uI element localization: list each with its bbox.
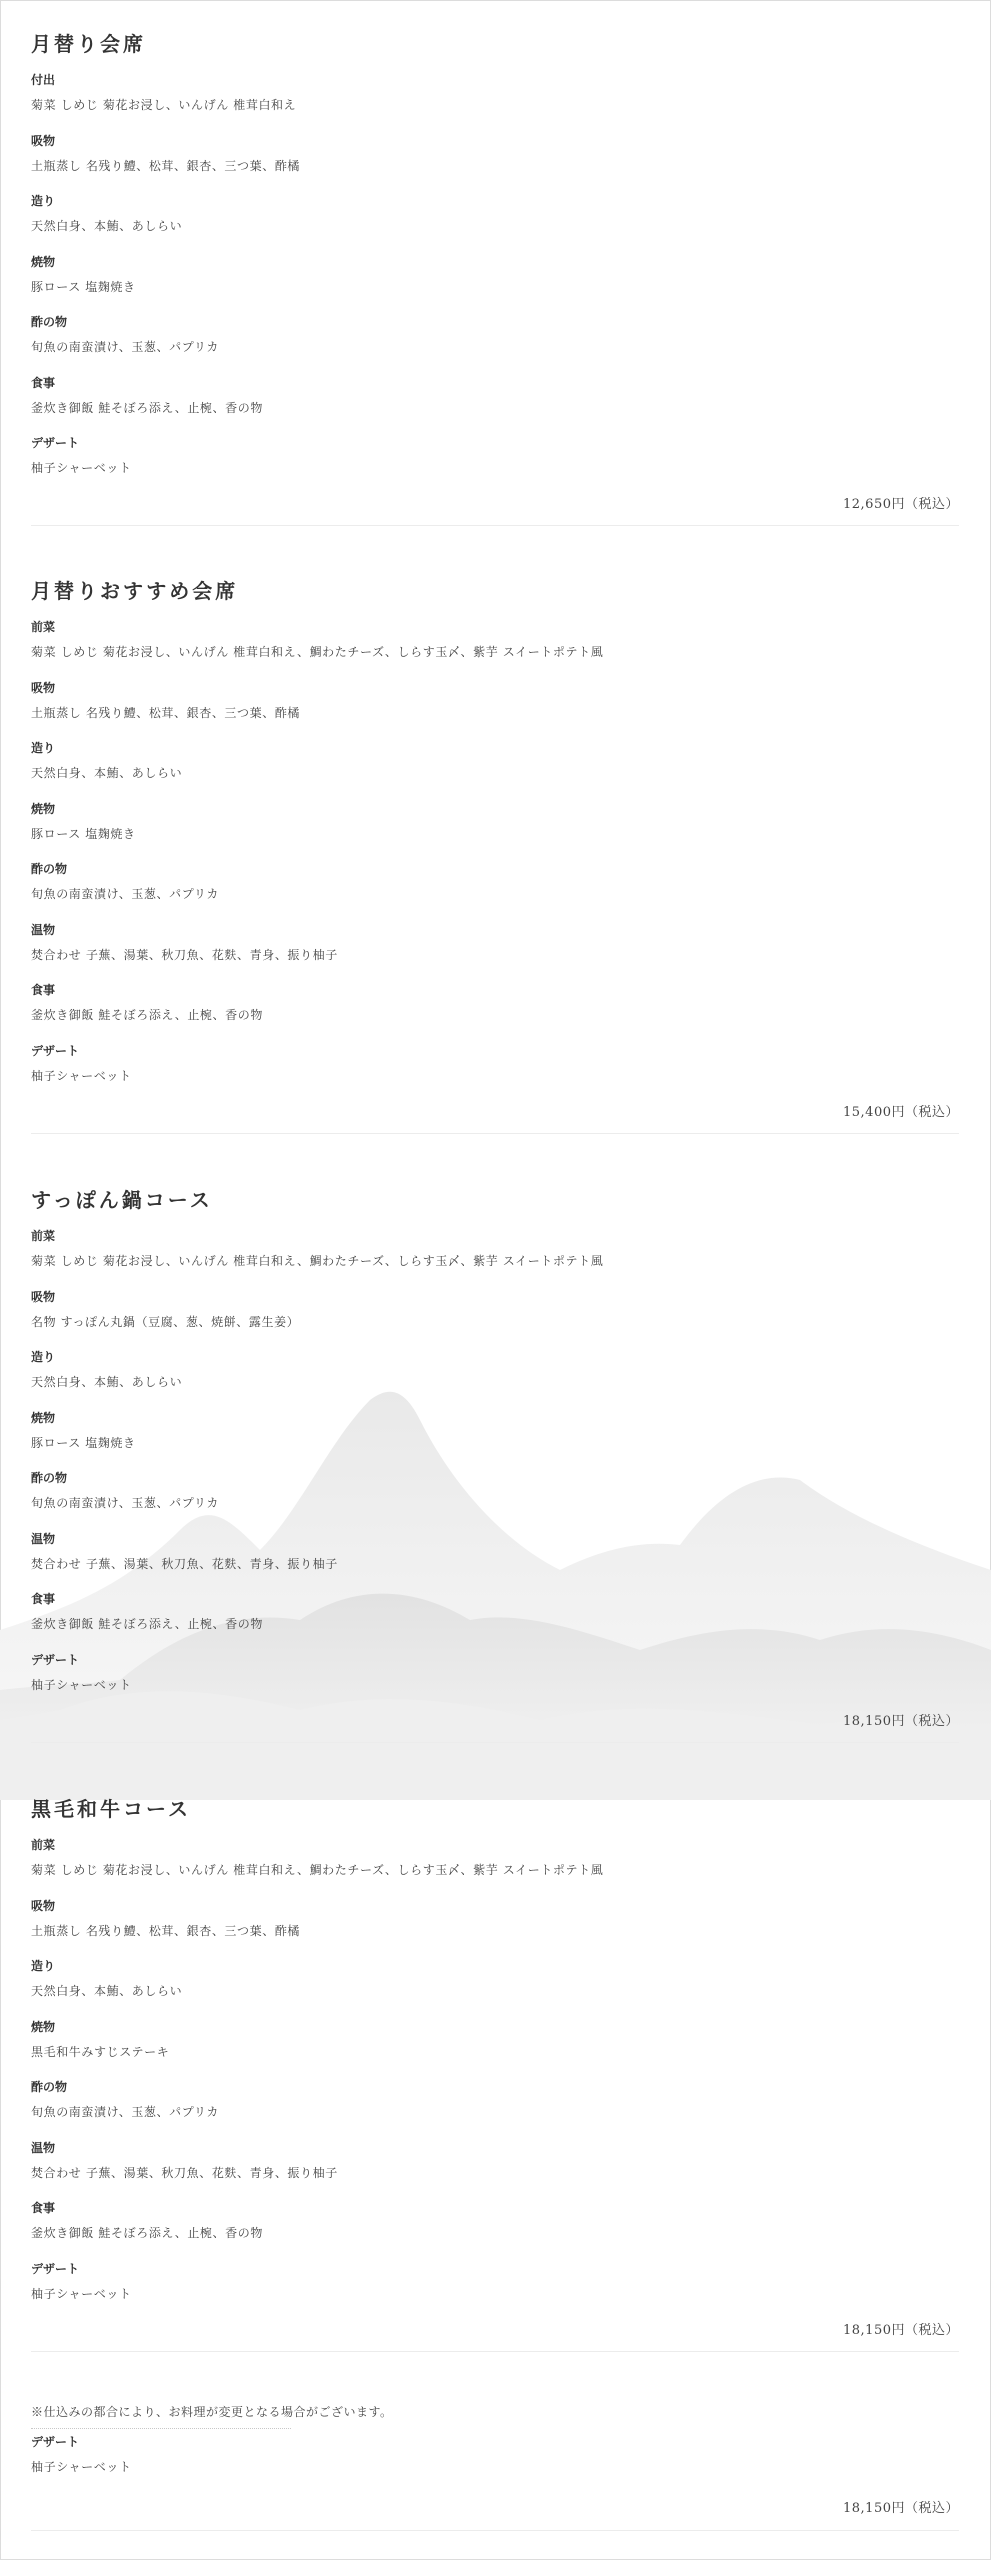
menu-item-description: 焚合わせ 子蕪、湯葉、秋刀魚、花麩、青身、振り柚子 [31, 947, 338, 962]
menu-item-label: 前菜 [31, 620, 56, 634]
menu-item [31, 1591, 959, 1632]
menu-item [31, 1470, 959, 1511]
menu-item-label: 造り [31, 1350, 56, 1364]
course-title: すっぽん鍋コース [31, 1188, 213, 1212]
menu-item [31, 1349, 959, 1390]
menu-item-label: 焼物 [31, 801, 56, 816]
menu-item-label: 酢の物 [31, 2080, 68, 2094]
menu-item-description: 旬魚の南蛮漬け、玉葱、パプリカ [31, 1496, 219, 1510]
menu-item-description: 柚子シャーベット [31, 1068, 132, 1083]
menu-item-label: 温物 [31, 1531, 56, 1546]
menu-item-description: 天然白身、本鮪、あしらい [31, 219, 183, 233]
menu-item [31, 2200, 959, 2241]
menu-item [31, 1410, 959, 1451]
menu-item-description: 柚子シャーベット [31, 461, 132, 475]
course-price: 18,150円（税込） [843, 1713, 959, 1729]
menu-item-description: 釜炊き御飯 鮭そぼろ添え、止椀、香の物 [31, 1617, 263, 1631]
menu-item [31, 680, 959, 721]
menu-item [31, 801, 959, 842]
menu-item-description: 菊菜 しめじ 菊花お浸し、いんげん 椎茸白和え、鯛わたチーズ、しらす玉〆、紫芋 スイートポテト風 [31, 1863, 604, 1877]
menu-item-description: 柚子シャーベット [31, 2460, 132, 2474]
menu-item-label: 造り [31, 1959, 56, 1973]
menu-item-description: 天然白身、本鮪、あしらい [31, 1375, 183, 1389]
menu-item-description: 焚合わせ 子蕪、湯葉、秋刀魚、花麩、青身、振り柚子 [31, 2165, 338, 2180]
menu-item [31, 314, 959, 355]
menu-item [31, 861, 959, 902]
menu-item-description: 土瓶蒸し 名残り鱧、松茸、銀杏、三つ葉、酢橘 [31, 158, 301, 173]
menu-item-label: 吸物 [31, 1289, 56, 1304]
menu-item-label: 造り [31, 741, 56, 755]
menu-item-label: 食事 [31, 983, 56, 997]
course-price: 18,150円（税込） [843, 2322, 959, 2338]
menu-item [31, 435, 959, 476]
menu-item-label: デザート [31, 436, 80, 450]
menu-item-label: 食事 [31, 1592, 56, 1606]
menu-item [31, 1652, 959, 1693]
menu-item-description: 菊菜 しめじ 菊花お浸し、いんげん 椎茸白和え、鯛わたチーズ、しらす玉〆、紫芋 スイートポテト風 [31, 645, 604, 659]
menu-item [31, 1228, 959, 1269]
faded-text-line [31, 2428, 291, 2433]
menu-item-label: 焼物 [31, 254, 56, 269]
course-title: 月替りおすすめ会席 [31, 579, 239, 603]
menu-item [31, 2261, 959, 2302]
menu-item [31, 1898, 959, 1939]
menu-item-label: 吸物 [31, 133, 56, 148]
course-price: 12,650円（税込） [843, 497, 959, 512]
menu-item-label: 温物 [31, 2140, 56, 2155]
menu-item-label: 酢の物 [31, 315, 68, 329]
menu-item-description: 釜炊き御飯 鮭そぼろ添え、止椀、香の物 [31, 400, 263, 415]
section-divider [31, 1133, 959, 1134]
menu-item [31, 2079, 959, 2120]
menu-item [31, 1043, 959, 1084]
menu-item [31, 982, 959, 1023]
menu-item [31, 254, 959, 295]
menu-item-label: デザート [31, 2261, 80, 2276]
menu-item-label: デザート [31, 1043, 80, 1058]
menu-item-description: 土瓶蒸し 名残り鱧、松茸、銀杏、三つ葉、酢橘 [31, 705, 301, 720]
menu-item [31, 193, 959, 234]
section-divider [31, 2351, 959, 2352]
menu-item [31, 922, 959, 963]
section-divider [31, 2530, 959, 2531]
menu-item [31, 2019, 959, 2060]
menu-item-label: 酢の物 [31, 1471, 68, 1485]
section-divider [31, 525, 959, 526]
menu-item-label: 食事 [31, 375, 56, 390]
menu-item-description: 名物 すっぽん丸鍋（豆腐、葱、焼餅、露生姜） [31, 1314, 300, 1329]
menu-item-description: 柚子シャーベット [31, 2286, 132, 2301]
menu-item [31, 2140, 959, 2181]
menu-item-label: 焼物 [31, 2019, 56, 2034]
menu-item-description: 焚合わせ 子蕪、湯葉、秋刀魚、花麩、青身、振り柚子 [31, 1556, 338, 1571]
menu-item-description: 旬魚の南蛮漬け、玉葱、パプリカ [31, 340, 219, 354]
menu-item [31, 1837, 959, 1878]
menu-item [31, 133, 959, 174]
menu-item-label: 食事 [31, 2201, 56, 2215]
menu-item [31, 1289, 959, 1330]
menu-item [31, 72, 959, 113]
menu-item-label: 吸物 [31, 680, 56, 695]
menu-item-description: 旬魚の南蛮漬け、玉葱、パプリカ [31, 2105, 219, 2119]
menu-item-label: 前菜 [31, 1838, 56, 1852]
menu-item-label: 付出 [31, 73, 56, 87]
menu-item-description: 天然白身、本鮪、あしらい [31, 766, 183, 780]
menu-item-description: 釜炊き御飯 鮭そぼろ添え、止椀、香の物 [31, 2226, 263, 2240]
menu-item [31, 1531, 959, 1572]
course-title: 月替り会席 [31, 32, 146, 56]
course-price: 15,400円（税込） [843, 1104, 959, 1120]
menu-item-description: 菊菜 しめじ 菊花お浸し、いんげん 椎茸白和え、鯛わたチーズ、しらす玉〆、紫芋 スイートポテト風 [31, 1254, 604, 1268]
menu-item-label: 前菜 [31, 1229, 56, 1243]
menu-item [31, 2434, 959, 2475]
menu-item-description: 天然白身、本鮪、あしらい [31, 1984, 183, 1998]
menu-item-description: 豚ロース 塩麹焼き [31, 279, 136, 294]
menu-item-description: 柚子シャーベット [31, 1677, 132, 1692]
course-price: 18,150円（税込） [843, 2501, 959, 2516]
menu-item-label: 造り [31, 194, 56, 208]
menu-item-label: 吸物 [31, 1898, 56, 1913]
menu-item [31, 1958, 959, 1999]
menu-item-description: 豚ロース 塩麹焼き [31, 1435, 136, 1450]
menu-item-description: 黒毛和牛みすじステーキ [31, 2044, 170, 2059]
menu-item-description: 土瓶蒸し 名残り鱧、松茸、銀杏、三つ葉、酢橘 [31, 1923, 301, 1938]
menu-item-description: 菊菜 しめじ 菊花お浸し、いんげん 椎茸白和え [31, 98, 297, 112]
section-divider [31, 1742, 959, 1743]
menu-item [31, 619, 959, 660]
menu-item-description: 豚ロース 塩麹焼き [31, 826, 136, 841]
menu-item [31, 740, 959, 781]
menu-item-label: デザート [31, 1652, 80, 1667]
menu-item-label: 温物 [31, 922, 56, 937]
menu-item-label: デザート [31, 2435, 80, 2449]
menu-item-description: 釜炊き御飯 鮭そぼろ添え、止椀、香の物 [31, 1008, 263, 1022]
menu-item-description: 旬魚の南蛮漬け、玉葱、パプリカ [31, 887, 219, 901]
note-text: ※仕込みの都合により、お料理が変更となる場合がございます。 [31, 2405, 393, 2419]
menu-item-label: 酢の物 [31, 862, 68, 876]
menu-item [31, 375, 959, 416]
course-title: 黒毛和牛コース [31, 1797, 191, 1821]
menu-item-label: 焼物 [31, 1410, 56, 1425]
